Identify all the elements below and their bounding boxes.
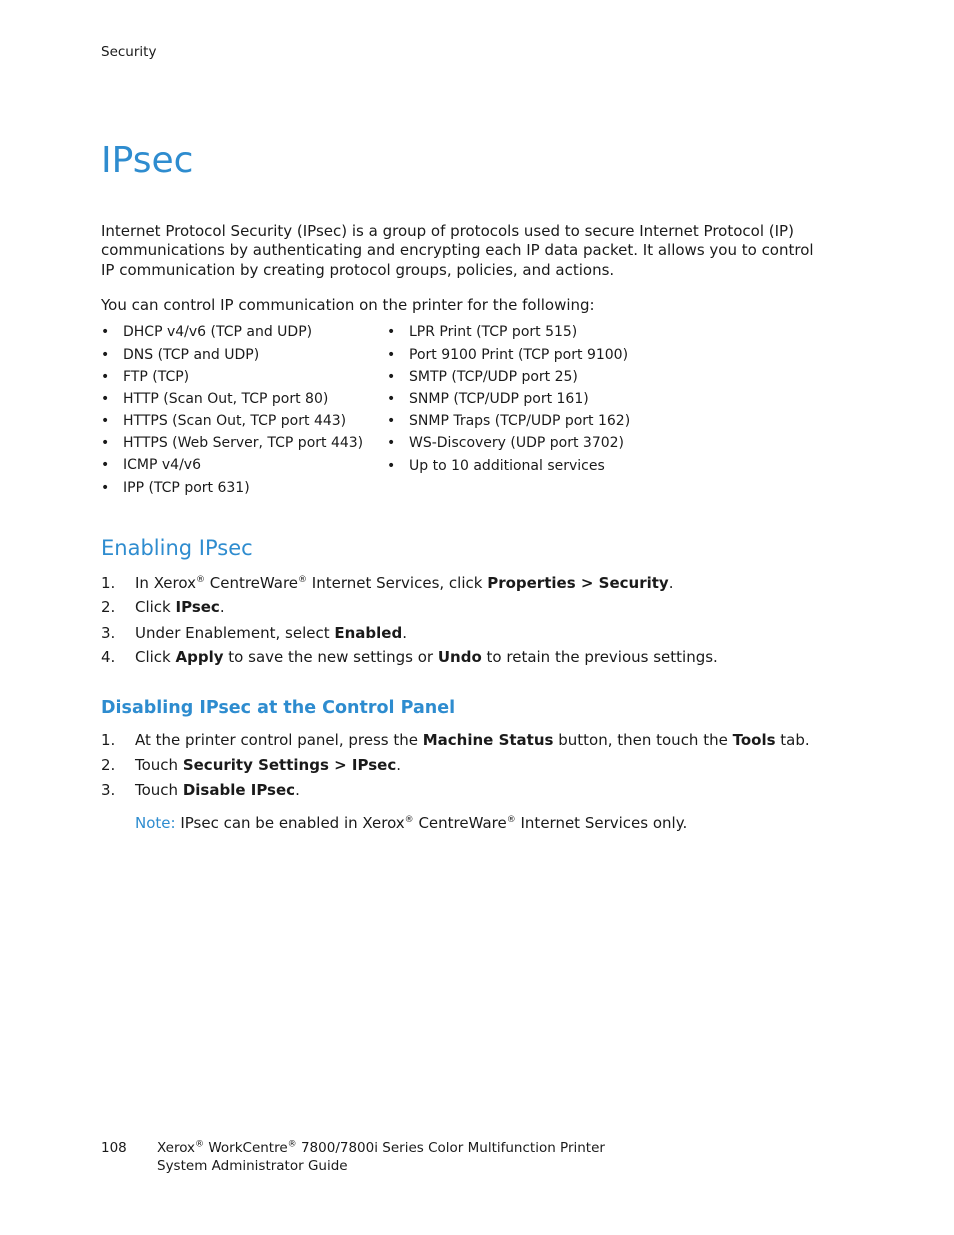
list-item-text: FTP (TCP): [123, 369, 190, 385]
step-text: Touch Disable IPsec.: [135, 781, 300, 799]
list-item-text: DHCP v4/v6 (TCP and UDP): [123, 324, 313, 340]
footer-guide-title: System Administrator Guide: [157, 1158, 348, 1174]
bullet-icon: •: [387, 435, 396, 451]
enabling-heading: Enabling IPsec: [101, 536, 253, 560]
bullet-icon: •: [101, 480, 110, 496]
page-number: 108: [101, 1140, 127, 1156]
step-text: At the printer control panel, press the Machine Status button, then touch the Tools tab.: [135, 731, 810, 749]
step-text: In Xerox® CentreWare® Internet Services, click Properties > Security.: [135, 574, 674, 592]
bullet-icon: •: [101, 457, 110, 473]
bullet-icon: •: [387, 391, 396, 407]
bullet-icon: •: [101, 324, 110, 340]
footer-product-line: Xerox® WorkCentre® 7800/7800i Series Color Multifunction Printer: [157, 1139, 605, 1156]
note-label: Note:: [135, 814, 176, 832]
list-item-text: Port 9100 Print (TCP port 9100): [409, 347, 629, 363]
protocol-list-left: [101, 324, 381, 504]
list-item-text: HTTPS (Scan Out, TCP port 443): [123, 413, 347, 429]
list-item-text: IPP (TCP port 631): [123, 480, 250, 496]
step-number: 4.: [101, 648, 116, 666]
list-item-text: LPR Print (TCP port 515): [409, 324, 578, 340]
step-number: 2.: [101, 598, 116, 616]
step-text: Under Enablement, select Enabled.: [135, 624, 407, 642]
list-item-text: HTTP (Scan Out, TCP port 80): [123, 391, 329, 407]
step-number: 3.: [101, 624, 116, 642]
list-item-text: WS-Discovery (UDP port 3702): [409, 435, 625, 451]
bullet-icon: •: [387, 413, 396, 429]
list-item-text: DNS (TCP and UDP): [123, 347, 260, 363]
list-item-text: ICMP v4/v6: [123, 457, 201, 473]
list-item-text: SNMP (TCP/UDP port 161): [409, 391, 589, 407]
list-item-text: SNMP Traps (TCP/UDP port 162): [409, 413, 631, 429]
step-text: Click IPsec.: [135, 598, 225, 616]
protocol-list-right: [387, 324, 687, 484]
bullet-icon: •: [387, 347, 396, 363]
step-text: Click Apply to save the new settings or Undo to retain the previous settings.: [135, 648, 718, 666]
step-number: 3.: [101, 781, 116, 799]
list-item-text: SMTP (TCP/UDP port 25): [409, 369, 578, 385]
page-title: IPsec: [101, 140, 194, 181]
bullet-icon: •: [101, 435, 110, 451]
step-text: Touch Security Settings > IPsec.: [135, 756, 401, 774]
bullet-icon: •: [101, 413, 110, 429]
bullet-icon: •: [387, 324, 396, 340]
running-header: Security: [101, 44, 157, 60]
intro-lead-in: You can control IP communication on the printer for the following:: [101, 296, 595, 314]
bullet-icon: •: [101, 347, 110, 363]
step-number: 2.: [101, 756, 116, 774]
bullet-icon: •: [101, 369, 110, 385]
step-number: 1.: [101, 574, 116, 592]
note: Note: IPsec can be enabled in Xerox® CentreWare® Internet Services only.: [135, 814, 688, 832]
list-item-text: Up to 10 additional services: [409, 458, 605, 474]
list-item-text: HTTPS (Web Server, TCP port 443): [123, 435, 364, 451]
intro-paragraph: Internet Protocol Security (IPsec) is a group of protocols used to secure Internet Protocol (IP) communications by authenticating and encrypting each IP data packet. It allows you to control IP communication by creating protocol groups, policies, and actions.: [101, 222, 814, 279]
bullet-icon: •: [101, 391, 110, 407]
step-number: 1.: [101, 731, 116, 749]
disabling-heading: Disabling IPsec at the Control Panel: [101, 698, 456, 718]
bullet-icon: •: [387, 369, 396, 385]
bullet-icon: •: [387, 458, 396, 474]
